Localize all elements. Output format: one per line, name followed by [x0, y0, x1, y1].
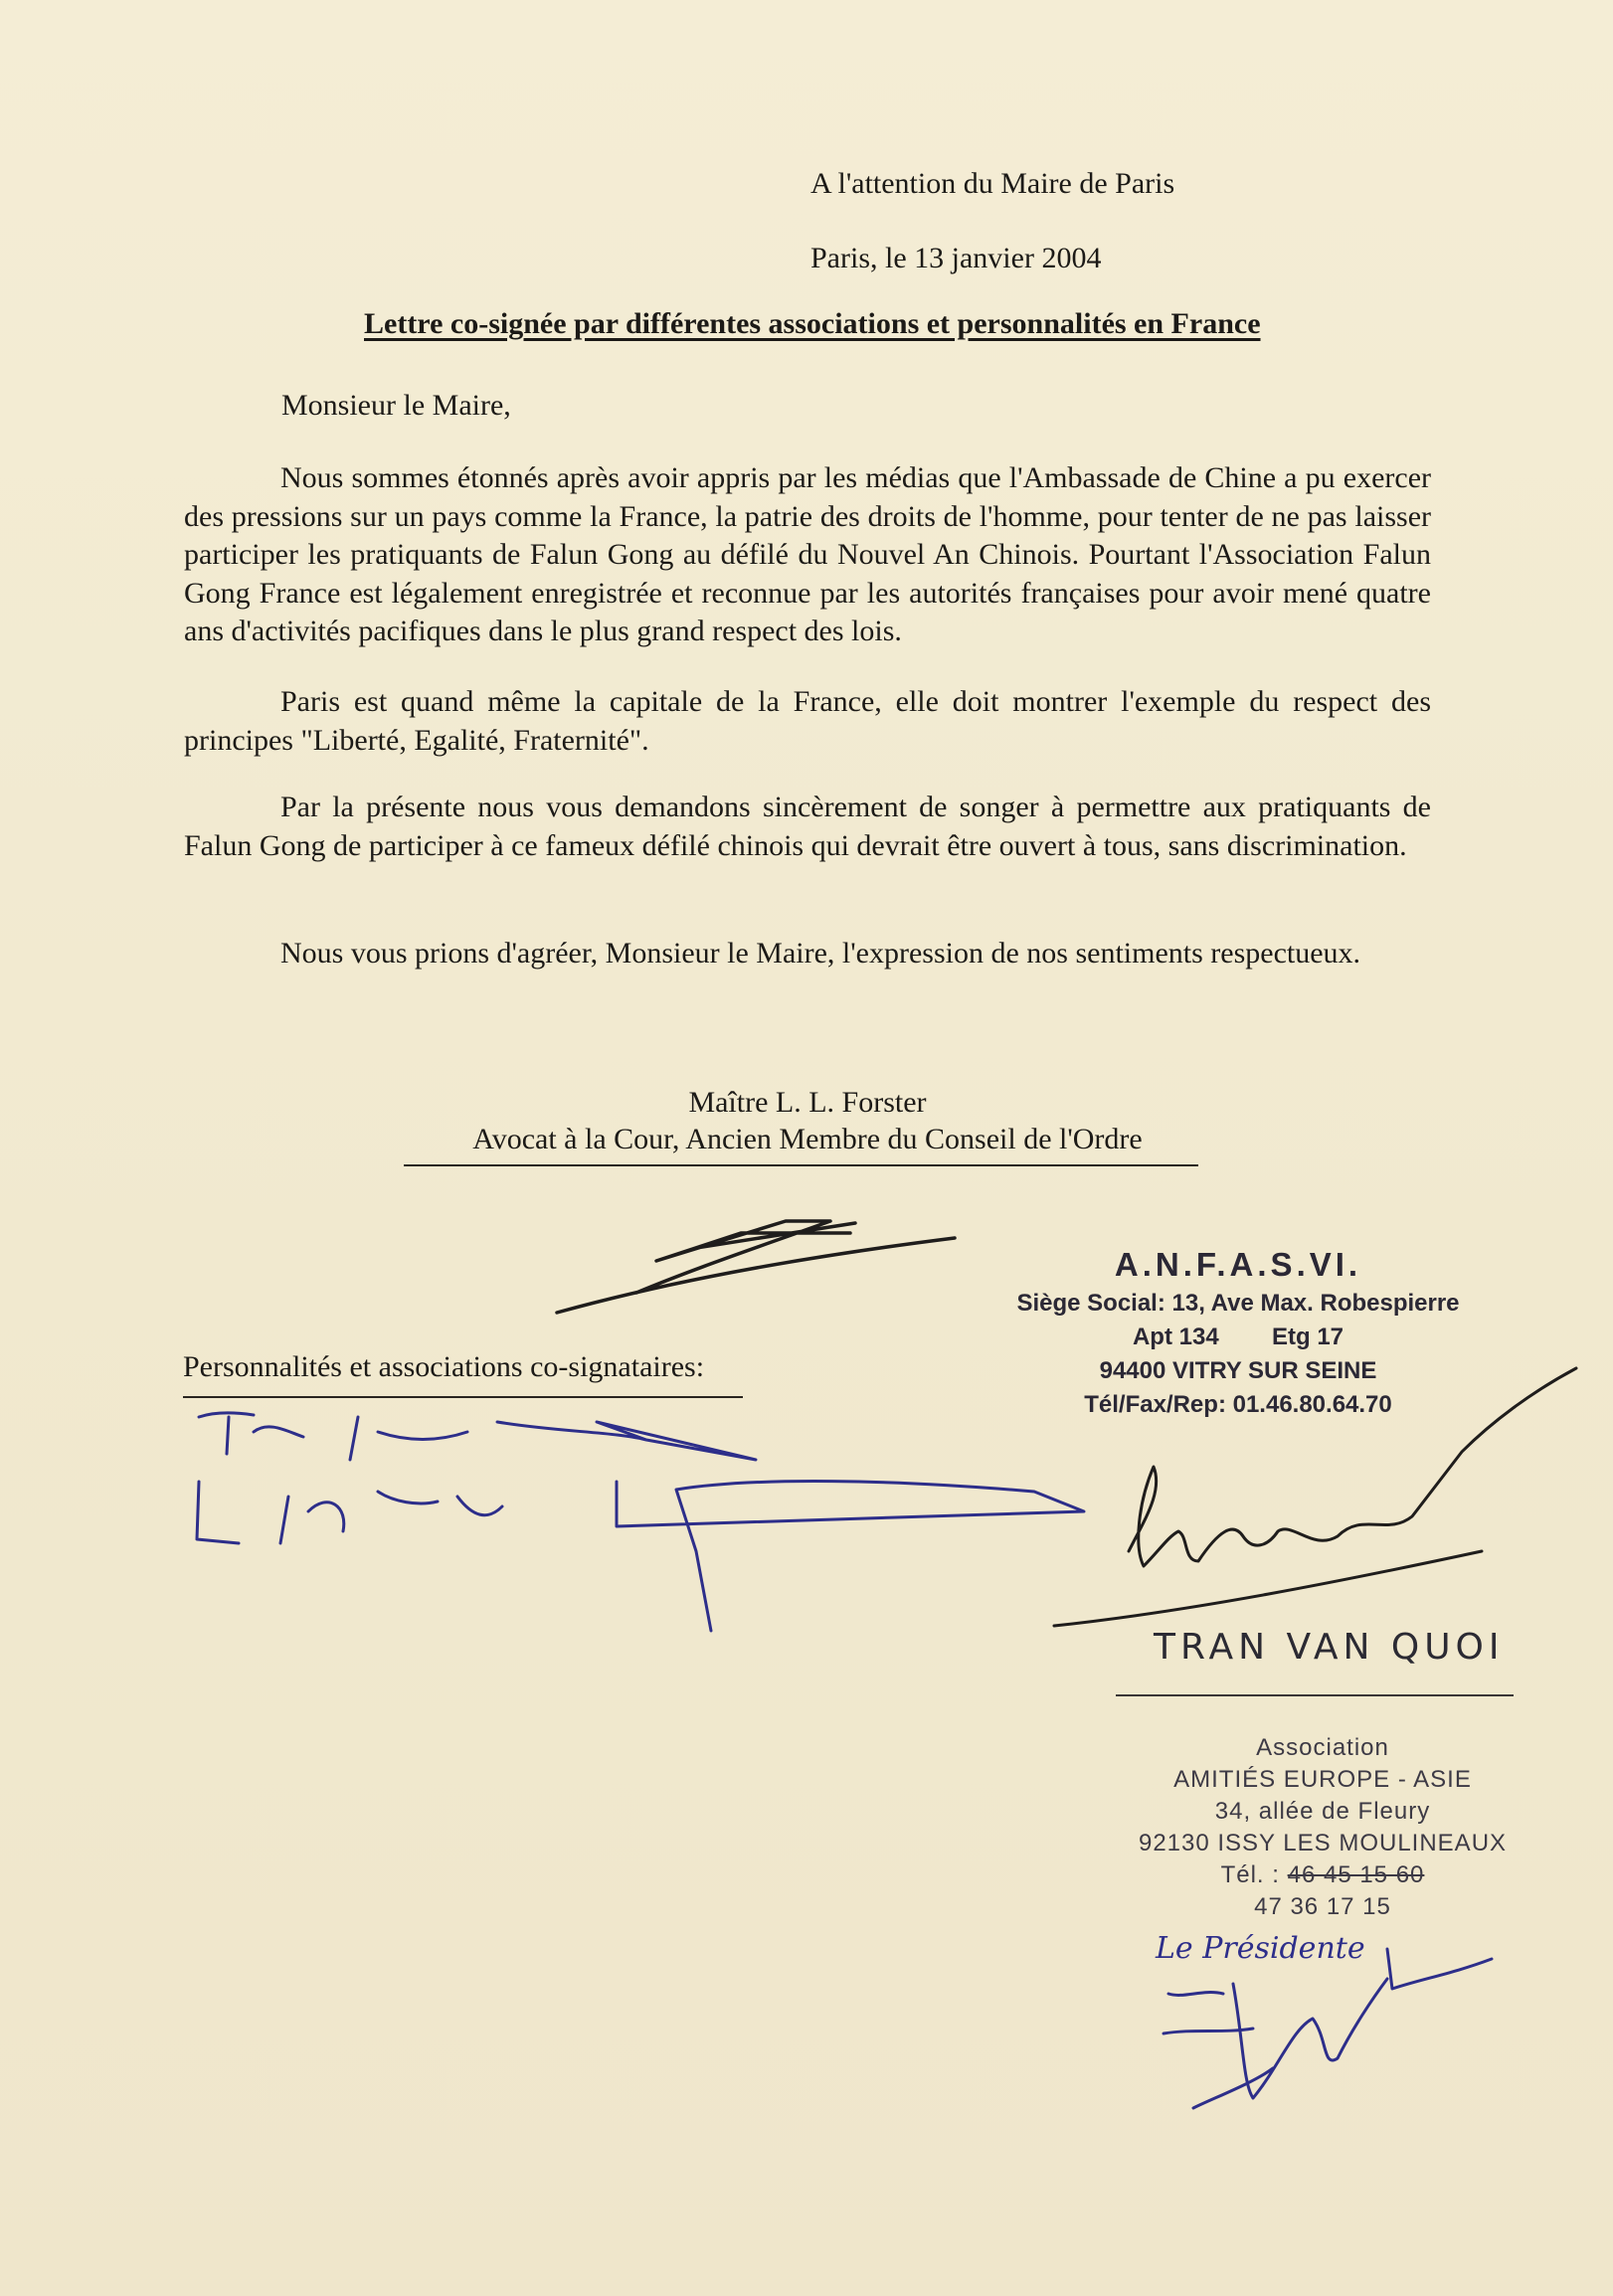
stamp-anfasvi-name: A.N.F.A.S.VI. — [1114, 1246, 1362, 1283]
forster-signature — [557, 1221, 955, 1313]
stamp-anfasvi-apt: Apt 134 Etg 17 — [1132, 1324, 1344, 1350]
salutation: Monsieur le Maire, — [281, 389, 511, 422]
stamp-anfasvi-address: Siège Social: 13, Ave Max. Robespierre — [1016, 1290, 1460, 1317]
place-date-line: Paris, le 13 janvier 2004 — [810, 242, 1102, 274]
handwritten-name-tran-van-quoi: TRAN VAN QUOI — [1154, 1627, 1505, 1668]
tran-van-quoi-signature — [1054, 1368, 1576, 1626]
stamp-amities-city: 92130 ISSY LES MOULINEAUX — [1138, 1830, 1508, 1856]
stamp-amities-tel-label: Tél. : — [1220, 1861, 1280, 1888]
signatory-title: Avocat à la Cour, Ancien Membre du Conseil de l'Ordre — [472, 1123, 1143, 1155]
letter-subject: Lettre co-signée par différentes associations et personnalités en France — [364, 307, 1261, 340]
stamp-anfasvi-city: 94400 VITRY SUR SEINE — [1099, 1357, 1377, 1384]
amities-president-signature — [1164, 1949, 1492, 2108]
stamp-amities-street: 34, allée de Fleury — [1214, 1798, 1431, 1825]
paragraph-1: Nous sommes étonnés après avoir appris par les médias que l'Ambassade de Chine a pu exercer des pressions sur un pays comme la France, la patrie des droits de l'homme, pour tenter de ne pas laisser participer les pratiquants de Falun Gong au défilé du Nouvel An Chinois. Pourtant l'Association Falun Gong France est légalement enregistrée et reconnue par les autorités françaises pour avoir mené quatre ans d'activités pacifiques dans le plus grand respect des lois. — [184, 461, 1431, 647]
cosignatory-signature-1 — [199, 1413, 756, 1460]
stamp-anfasvi-phone: Tél/Fax/Rep: 01.46.80.64.70 — [1084, 1391, 1392, 1418]
signatory-name: Maître L. L. Forster — [688, 1086, 927, 1119]
handwritten-president-note: Le Présidente — [1156, 1931, 1365, 1966]
paragraph-4: Nous vous prions d'agréer, Monsieur le Maire, l'expression de nos sentiments respectueux. — [280, 937, 1361, 970]
stamp-amities-phone-new: 47 36 17 15 — [1254, 1893, 1391, 1920]
paragraph-2: Paris est quand même la capitale de la France, elle doit montrer l'exemple du respect des principes "Liberté, Egalité, Fraternité". — [184, 685, 1431, 757]
stamp-amities-tel-old: 46 45 15 60 — [1287, 1861, 1425, 1888]
stamp-amities-label: Association — [1256, 1734, 1389, 1761]
paragraph-3: Par la présente nous vous demandons sincèrement de songer à permettre aux pratiquants de Falun Gong de participer à ce fameux défilé chinois qui devrait être ouvert à tous, sans discrimination. — [184, 791, 1431, 862]
stamp-amities-name: AMITIÉS EUROPE - ASIE — [1173, 1766, 1472, 1793]
addressee-line: A l'attention du Maire de Paris — [810, 167, 1175, 200]
cosignatory-signature-2 — [197, 1482, 1084, 1631]
cosignatories-label: Personnalités et associations co-signataires: — [183, 1350, 705, 1383]
